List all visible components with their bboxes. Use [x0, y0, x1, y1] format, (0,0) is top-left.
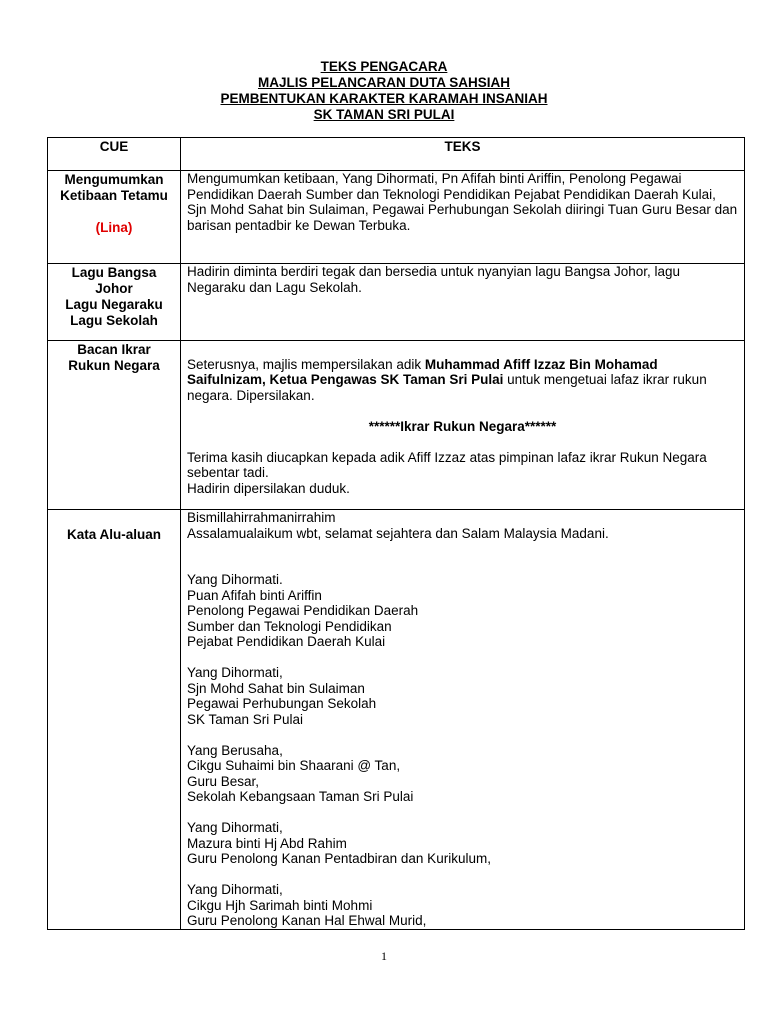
title-line-3: PEMBENTUKAN KARAKTER KARAMAH INSANIAH [220, 91, 548, 106]
title-line-2: MAJLIS PELANCARAN DUTA SAHSIAH [257, 75, 510, 90]
teks-line: Guru Besar, [187, 773, 260, 789]
cue-line: Lagu Sekolah [70, 313, 158, 328]
teks-cell [181, 264, 745, 341]
teks-line: Mazura binti Hj Abd Rahim [187, 835, 347, 851]
cue-cell [48, 171, 181, 264]
teks-line: Sumber dan Teknologi Pendidikan [187, 618, 392, 634]
table-row [48, 510, 745, 930]
table-row [48, 341, 745, 510]
teks-line: SK Taman Sri Pulai [187, 711, 304, 727]
teks-line: Pejabat Pendidikan Daerah Kulai [187, 634, 386, 649]
teks-paragraph: Hadirin dipersilakan duduk. [187, 480, 350, 496]
cue-line: Mengumumkan [64, 172, 164, 187]
teks-line: Guru Penolong Kanan Hal Ehwal Murid, [187, 913, 427, 928]
cue-line: Bacan Ikrar [77, 342, 151, 357]
header-row [48, 138, 745, 171]
teks-line: Yang Dihormati, [187, 665, 283, 680]
cue-line: Kata Alu-aluan [66, 526, 161, 542]
teks-line: Sjn Mohd Sahat bin Sulaiman [187, 680, 365, 696]
teks-paragraph: Terima kasih diucapkan kepada adik Afiff Izzaz atas pimpinan lafaz ikrar Rukun Negara sebentar tadi. [187, 449, 707, 480]
teks-paragraph: Mengumumkan ketibaan, Yang Dihormati, Pn Afifah binti Ariffin, Penolong Pegawai Pendidikan Daerah Sumber dan Teknologi Pendidikan Pejabat Pendidikan Daerah Kulai, Sjn Mohd Sahat bin Sulaiman, Pegawai Perhubungan Sekolah diiringi Tuan Guru Besar dan barisan pentadbir ke Dewan Terbuka. [187, 171, 738, 233]
teks-line: Pegawai Perhubungan Sekolah [187, 696, 377, 711]
teks-line: Penolong Pegawai Pendidikan Daerah [187, 603, 419, 618]
table-row [48, 264, 745, 341]
teks-paragraph: Seterusnya, majlis mempersilakan adik Muhammad Afiff Izzaz Bin Mohamad Saifulnizam, Ketua Pengawas SK Taman Sri Pulai untuk mengetuai lafaz ikrar rukun negara. Dipersilakan. [187, 356, 707, 403]
teks-line: Cikgu Suhaimi bin Shaarani @ Tan, [187, 758, 401, 773]
header-cue: CUE [48, 138, 181, 171]
teks-line: Yang Dihormati. [187, 572, 283, 587]
teks-line: Yang Berusaha, [187, 742, 283, 758]
cue-line: Lagu Bangsa [71, 265, 157, 280]
table-row [48, 171, 745, 264]
cue-cell [48, 510, 181, 930]
header-teks: TEKS [181, 138, 745, 171]
page-number: 1 [381, 949, 387, 963]
pupil-name: Muhammad Afiff Izzaz Bin Mohamad Saifulnizam, Ketua Pengawas SK Taman Sri Pulai [187, 356, 658, 387]
cue-note: (Lina) [95, 219, 133, 235]
ikrar-heading: ******Ikrar Rukun Negara****** [368, 418, 557, 434]
cue-cell [48, 264, 181, 341]
teks-cell [181, 341, 745, 510]
script-table [47, 137, 745, 930]
cue-line: Johor [95, 281, 133, 296]
teks-line: Assalamualaikum wbt, selamat sejahtera dan Salam Malaysia Madani. [187, 525, 609, 541]
title-line-4: SK TAMAN SRI PULAI [313, 107, 455, 122]
teks-line: Cikgu Hjh Sarimah binti Mohmi [187, 897, 373, 913]
cue-line: Ketibaan Tetamu [60, 188, 168, 203]
title-line-1: TEKS PENGACARA [320, 59, 448, 74]
teks-line: Guru Penolong Kanan Pentadbiran dan Kurikulum, [187, 851, 491, 866]
teks-cell [181, 171, 745, 264]
teks-line: Puan Afifah binti Ariffin [187, 587, 322, 603]
teks-cell [181, 510, 745, 930]
document-title [0, 59, 768, 123]
cue-line: Rukun Negara [68, 358, 160, 373]
teks-paragraph: Hadirin diminta berdiri tegak dan bersedia untuk nyanyian lagu Bangsa Johor, lagu Negaraku dan Lagu Sekolah. [187, 264, 681, 295]
teks-line: Sekolah Kebangsaan Taman Sri Pulai [187, 789, 414, 804]
cue-line: Lagu Negaraku [65, 297, 163, 312]
cue-cell [48, 341, 181, 510]
teks-line: Yang Dihormati, [187, 820, 283, 835]
teks-line: Bismillahirrahmanirrahim [187, 510, 336, 525]
teks-line: Yang Dihormati, [187, 882, 283, 897]
